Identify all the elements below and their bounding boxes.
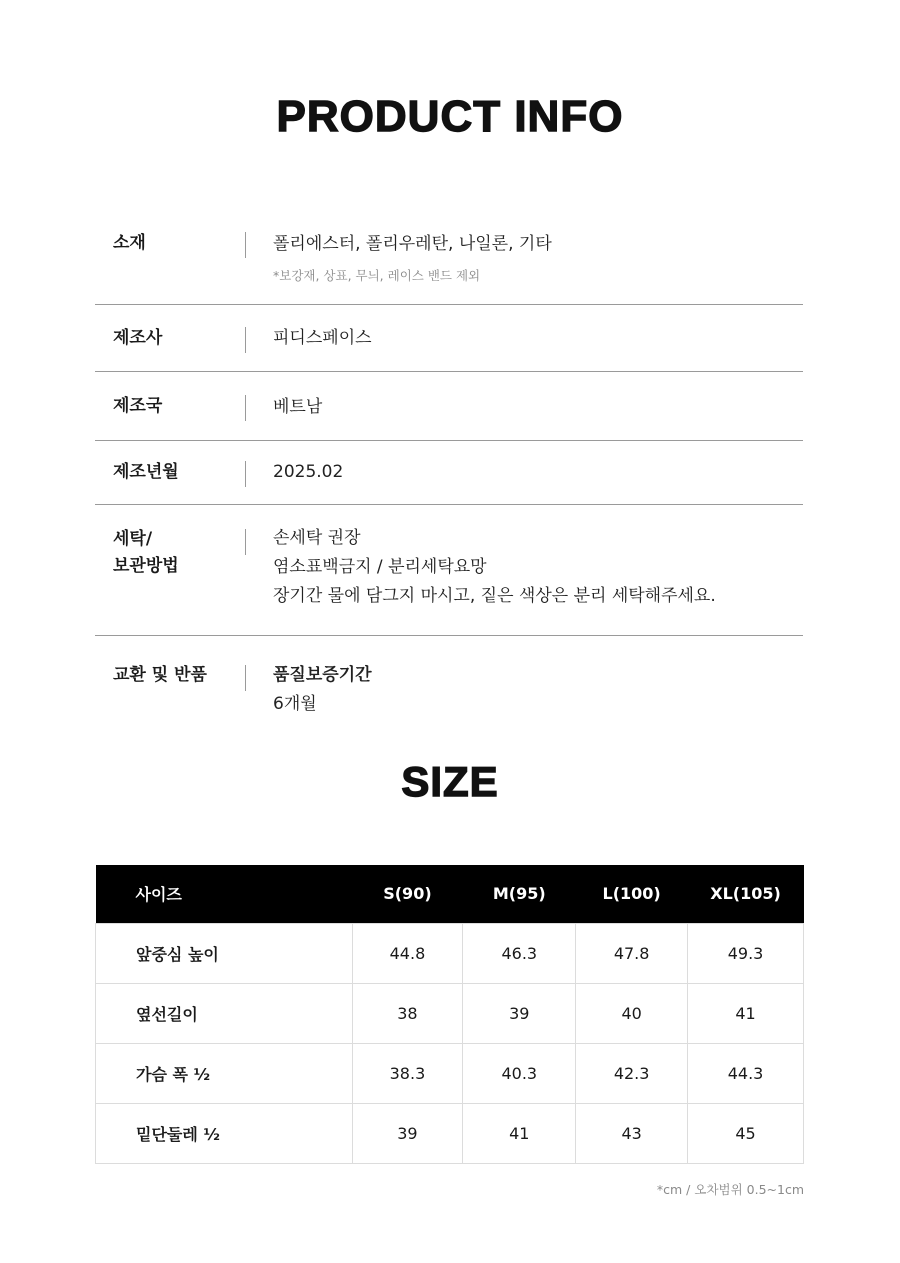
info-value-material: 폴리에스터, 폴리우레탄, 나일론, 기타: [273, 234, 552, 254]
table-row: [96, 923, 804, 983]
info-row-date: [95, 441, 803, 505]
row-label: 옆선길이: [96, 983, 353, 1043]
table-cell: 38: [352, 983, 463, 1043]
table-row: [96, 983, 804, 1043]
table-row: [96, 1043, 804, 1103]
info-row-manufacturer: [95, 305, 803, 372]
care-line: 장기간 물에 담그지 마시고, 짙은 색상은 분리 세탁해주세요.: [273, 586, 716, 606]
size-header-l: L(100): [576, 865, 688, 923]
info-row-material: [95, 218, 803, 305]
product-info-list: [95, 218, 803, 726]
table-cell: 46.3: [463, 923, 576, 983]
info-divider: [245, 395, 246, 421]
info-divider: [245, 232, 246, 258]
care-line: 손세탁 권장: [273, 528, 361, 548]
table-cell: 44.3: [688, 1043, 804, 1103]
table-cell: 45: [688, 1103, 804, 1163]
info-value-country: 베트남: [273, 397, 323, 417]
info-value-exchange: [273, 661, 372, 719]
warranty-title: 품질보증기간: [273, 665, 372, 685]
care-line: 염소표백금지 / 분리세탁요망: [273, 557, 487, 577]
info-value-date: 2025.02: [273, 462, 344, 482]
table-cell: 44.8: [352, 923, 463, 983]
table-cell: 38.3: [352, 1043, 463, 1103]
info-divider: [245, 665, 246, 691]
size-header-m: M(95): [463, 865, 576, 923]
table-cell: 47.8: [576, 923, 688, 983]
table-cell: 40.3: [463, 1043, 576, 1103]
size-table-header: [96, 865, 804, 923]
table-cell: 42.3: [576, 1043, 688, 1103]
table-cell: 43: [576, 1103, 688, 1163]
size-header-xl: XL(105): [688, 865, 804, 923]
info-label-country: 제조국: [113, 396, 163, 416]
info-divider: [245, 327, 246, 353]
row-label: 가슴 폭 ½: [96, 1043, 353, 1103]
size-note: *cm / 오차범위 0.5~1cm: [656, 1182, 804, 1197]
info-value-manufacturer: 피디스페이스: [273, 328, 372, 348]
info-row-country: [95, 372, 803, 441]
size-title: SIZE: [401, 758, 499, 805]
info-row-exchange: [95, 636, 803, 726]
size-table: [95, 865, 804, 1164]
table-cell: 40: [576, 983, 688, 1043]
row-label: 밑단둘레 ½: [96, 1103, 353, 1163]
info-row-care: [95, 505, 803, 636]
table-cell: 41: [463, 1103, 576, 1163]
info-divider: [245, 461, 246, 487]
info-label-date: 제조년월: [113, 462, 179, 482]
table-cell: 49.3: [688, 923, 804, 983]
info-label-care-line1: 세탁/: [113, 529, 153, 549]
table-cell: 39: [463, 983, 576, 1043]
info-note-material: *보강재, 상표, 무늬, 레이스 밴드 제외: [273, 268, 481, 283]
table-cell: 41: [688, 983, 804, 1043]
info-label-material: 소재: [113, 233, 146, 253]
info-value-care: [273, 524, 716, 611]
table-cell: 39: [352, 1103, 463, 1163]
table-row: [96, 1103, 804, 1163]
info-label-manufacturer: 제조사: [113, 328, 163, 348]
row-label: 앞중심 높이: [96, 923, 353, 983]
size-header-s: S(90): [352, 865, 463, 923]
warranty-period: 6개월: [273, 694, 317, 714]
info-label-exchange: 교환 및 반품: [113, 665, 207, 685]
info-divider: [245, 529, 246, 555]
info-label-care-line2: 보관방법: [113, 556, 179, 576]
size-header-label: 사이즈: [96, 865, 353, 923]
product-info-title: PRODUCT INFO: [276, 92, 624, 141]
info-label-care: [113, 526, 179, 580]
